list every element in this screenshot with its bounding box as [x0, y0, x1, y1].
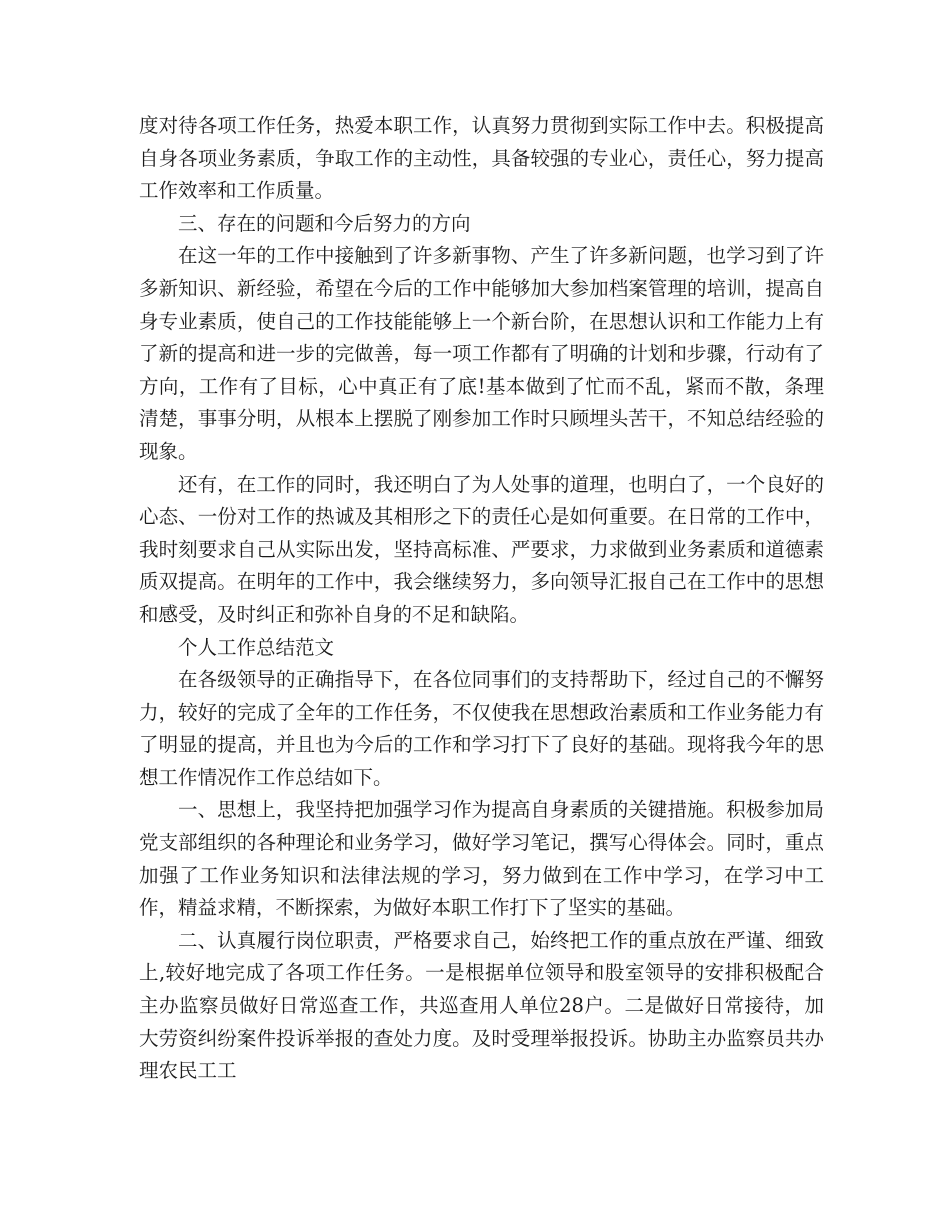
paragraph-year-experience: 在这一年的工作中接触到了许多新事物、产生了许多新问题，也学习到了许多新知识、新经验，希望在今后的工作中能够加大参加档案管理的培训，提高自身专业素质，使自己的工作技能能够上一个新台阶，在思想认识和工作能力上有了新的提高和进一步的完做善，每一项工作都有了明确的计划和步骤，行动有了方向，工作有了目标，心中真正有了底!基本做到了忙而不乱，紧而不散，条理清楚，事事分明，从根本上摆脱了刚参加工作时只顾埋头苦干，不知总结经验的现象。: [139, 244, 824, 463]
document-body: [139, 110, 824, 1088]
paragraph-duties: 二、认真履行岗位职责，严格要求自己，始终把工作的重点放在严谨、细致上,较好地完成了各项工作任务。一是根据单位领导和股室领导的安排积极配合主办监察员做好日常巡查工作，共巡查用人单位28户。二是做好日常接待，加大劳资纠纷案件投诉举报的查处力度。及时受理举报投诉。协助主办监察员共办理农民工工: [139, 928, 824, 1083]
paragraph-continued: 度对待各项工作任务，热爱本职工作，认真努力贯彻到实际工作中去。积极提高自身各项业务素质，争取工作的主动性，具备较强的专业心，责任心，努力提高工作效率和工作质量。: [139, 114, 824, 203]
paragraph-thought: 一、思想上，我坚持把加强学习作为提高自身素质的关键措施。积极参加局党支部组织的各种理论和业务学习，做好学习笔记，撰写心得体会。同时，重点加强了工作业务知识和法律法规的学习，努力做到在工作中学习，在学习中工作，精益求精，不断探索，为做好本职工作打下了坚实的基础。: [139, 798, 824, 920]
section-heading-problems-direction: 三、存在的问题和今后努力的方向: [178, 211, 471, 235]
paragraph-attitude: 还有，在工作的同时，我还明白了为人处事的道理，也明白了，一个良好的心态、一份对工作的热诚及其相形之下的责任心是如何重要。在日常的工作中，我时刻要求自己从实际出发，坚持高标准、严要求，力求做到业务素质和道德素质双提高。在明年的工作中，我会继续努力，多向领导汇报自己在工作中的思想和感受，及时纠正和弥补自身的不足和缺陷。: [139, 472, 824, 626]
document-subtitle: 个人工作总结范文: [178, 635, 335, 659]
paragraph-intro: 在各级领导的正确指导下，在各位同事们的支持帮助下，经过自己的不懈努力，较好的完成了全年的工作任务，不仅使我在思想政治素质和工作业务能力有了明显的提高，并且也为今后的工作和学习打下了良好的基础。现将我今年的思想工作情况作工作总结如下。: [139, 668, 824, 789]
